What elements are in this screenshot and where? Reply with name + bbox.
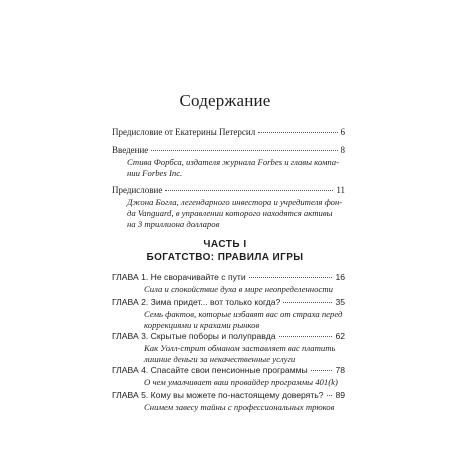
leader-dots [327,395,333,396]
leader-dots [258,132,337,133]
toc-entry-preface-petersil [112,127,345,139]
toc-entry-label: ГЛАВА 3. Скрытые поборы и полуправда [112,331,276,341]
toc-page-number: 6 [340,127,345,137]
toc-entry-subtitle: Семь фактов, которые избавят вас от страха перед [144,308,343,319]
toc-entry-label: Введение [112,145,149,155]
toc-entry-label: Предисловие [112,185,163,195]
toc-page-number: 11 [336,185,345,195]
toc-entry-subtitle: Снимем завесу тайны с профессиональных трюков [144,401,335,412]
toc-entry-preface-bogle [112,185,345,230]
toc-page-number: 8 [340,145,345,155]
part-name: БОГАТСТВО: ПРАВИЛА ИГРЫ [146,252,304,263]
toc-chapter-5 [112,390,345,413]
toc-entry-subtitle: нии Forbes Inc. [127,167,183,178]
toc-entry-label: ГЛАВА 1. Не сворачивайте с пути [112,272,246,282]
toc-page-number: 16 [335,272,345,282]
page-title: Содержание [179,91,271,110]
toc-entry-subtitle: Стива Форбса, издателя журнала Forbes и главы компа- [127,156,340,167]
leader-dots [283,302,332,303]
toc-page-number: 89 [335,390,345,400]
toc-entry-label: ГЛАВА 5. Кому вы можете по-настоящему доверять? [112,390,324,400]
toc-entry-label: ГЛАВА 4. Спасайте свои пенсионные программы [112,365,308,375]
toc-chapter-4 [112,365,345,388]
toc-entry-introduction [112,145,345,179]
toc-entry-subtitle: лишние деньги за некачественные услуги [144,353,296,364]
toc-chapter-1 [112,272,345,295]
leader-dots [151,150,337,151]
toc-chapter-2 [112,297,345,331]
leader-dots [249,277,333,278]
toc-entry-subtitle: Как Уолл-стрит обманом заставляет вас платить [144,342,336,353]
toc-page-number: 78 [335,365,345,375]
toc-entry-subtitle: Сила и спокойствие духа в мире неопределенности [144,283,333,294]
toc-page-number: 35 [335,297,345,307]
toc-page-number: 62 [335,331,345,341]
toc-entry-label: ГЛАВА 2. Зима придет... вот только когда? [112,297,281,307]
toc-entry-subtitle: Джона Богла, легендарного инвестора и учредителя фон- [127,196,343,207]
leader-dots [165,190,333,191]
part-label: ЧАСТЬ I [203,239,247,250]
toc-entry-subtitle: да Vanguard, в управлении которого находятся активы [127,207,333,218]
toc-entry-label: Предисловие от Екатерины Петерсил [112,127,256,137]
toc-entry-subtitle: коррекциями и крахами рынков [144,319,260,330]
toc-chapter-3 [112,331,345,365]
leader-dots [311,370,333,371]
toc-entry-subtitle: на 3 триллиона долларов [127,218,220,229]
toc-entry-subtitle: О чем умалчивает ваш провайдер программы 401(k) [144,376,338,387]
leader-dots [279,336,333,337]
